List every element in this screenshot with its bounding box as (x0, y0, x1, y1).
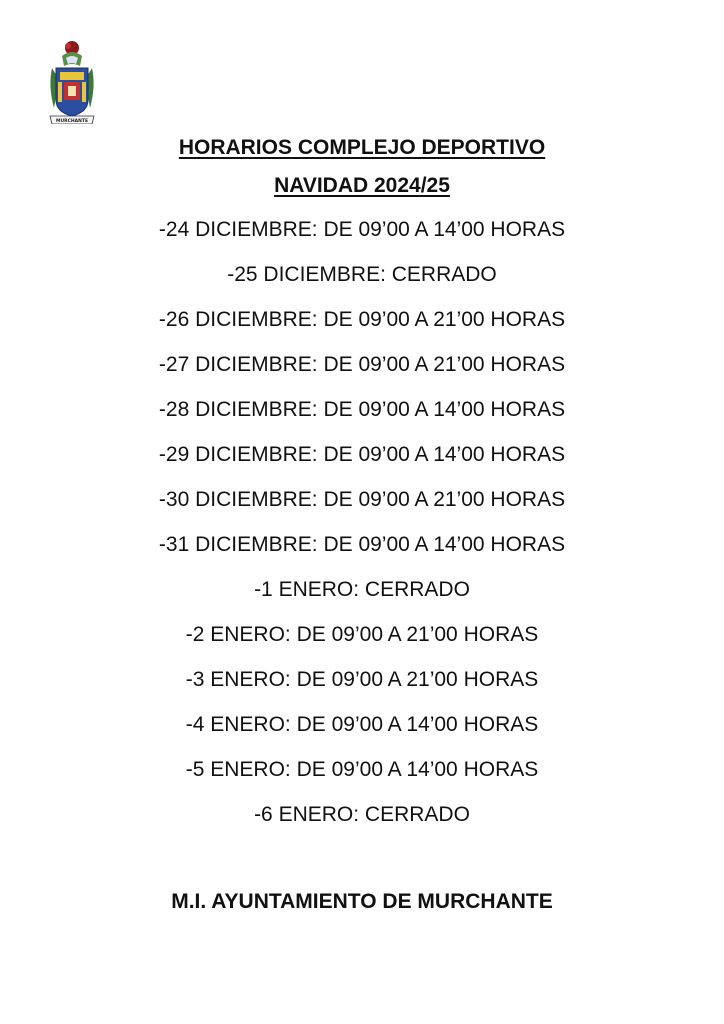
schedule-item: -27 DICIEMBRE: DE 09’00 A 21’00 HORAS (158, 353, 566, 376)
footer-signature: M.I. AYUNTAMIENTO DE MURCHANTE (171, 890, 553, 913)
schedule-item: -2 ENERO: DE 09’00 A 21’00 HORAS (185, 623, 539, 646)
title-line-1: HORARIOS COMPLEJO DEPORTIVO (178, 136, 546, 159)
schedule-item: -24 DICIEMBRE: DE 09’00 A 14’00 HORAS (158, 218, 566, 241)
schedule-item: -28 DICIEMBRE: DE 09’00 A 14’00 HORAS (158, 398, 566, 421)
schedule-item: -5 ENERO: DE 09’00 A 14’00 HORAS (185, 758, 539, 781)
title-line-2: NAVIDAD 2024/25 (274, 174, 450, 197)
schedule-list (0, 210, 724, 840)
schedule-item: -26 DICIEMBRE: DE 09’00 A 21’00 HORAS (158, 308, 566, 331)
schedule-item: -29 DICIEMBRE: DE 09’00 A 14’00 HORAS (158, 443, 566, 466)
schedule-item: -3 ENERO: DE 09’00 A 21’00 HORAS (185, 668, 539, 691)
schedule-item: -6 ENERO: CERRADO (254, 803, 470, 826)
document-title (0, 133, 724, 163)
document-subtitle (0, 171, 724, 201)
schedule-item: -31 DICIEMBRE: DE 09’00 A 14’00 HORAS (158, 533, 566, 556)
schedule-item: -30 DICIEMBRE: DE 09’00 A 21’00 HORAS (158, 488, 566, 511)
schedule-item: -4 ENERO: DE 09’00 A 14’00 HORAS (185, 713, 539, 736)
schedule-item: -1 ENERO: CERRADO (254, 578, 470, 601)
crest-caption: MURCHANTE (55, 119, 89, 124)
coat-of-arms-icon (46, 38, 98, 124)
schedule-item: -25 DICIEMBRE: CERRADO (227, 263, 497, 286)
